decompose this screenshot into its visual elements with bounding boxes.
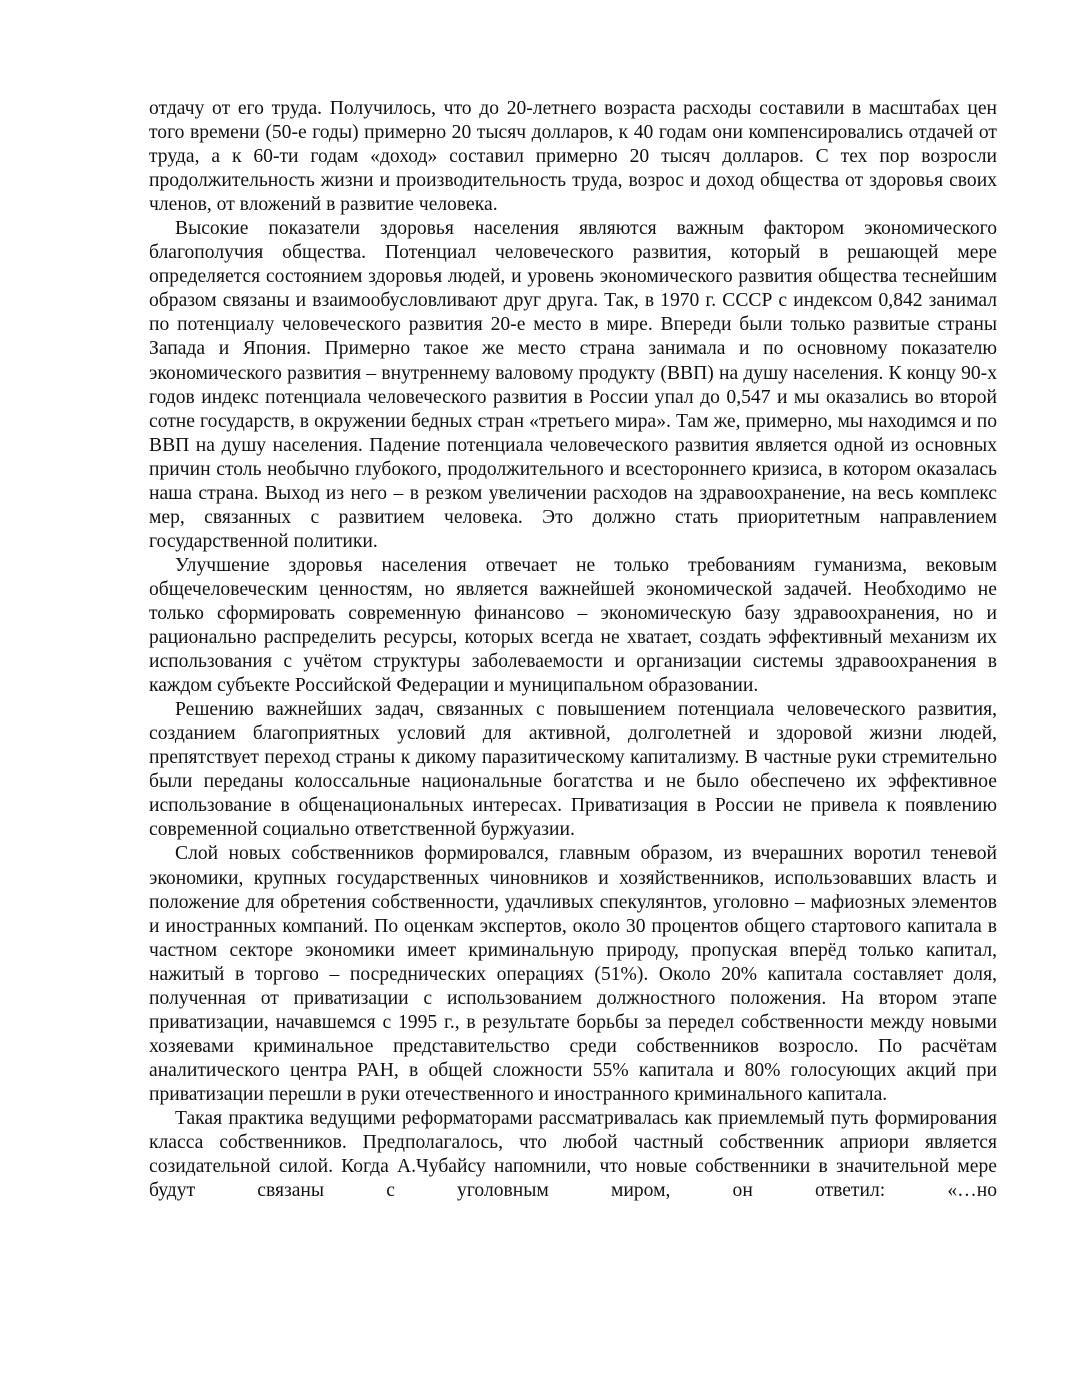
paragraph-health-indicators: Высокие показатели здоровья населения являются важным фактором экономического благополучия общества. Потенциал человеческого развития, который в решающей мере определяется состоянием здоровья людей, и уровень экономического развития общества теснейшим образом связаны и взаимообусловливают друг друга. Так, в 1970 г. СССР с индексом 0,842 занимал по потенциалу человеческого развития 20-е место в мире. Впереди были только развитые страны Запада и Япония. Примерно такое же место страна занимала и по основному показателю экономического развития – внутреннему валовому продукту (ВВП) на душу населения. К концу 90-х годов индекс потенциала человеческого развития в России упал до 0,547 и мы оказались во второй сотне государств, в окружении бедных стран «третьего мира». Там же, примерно, мы находимся и по ВВП на душу населения. Падение потенциала человеческого развития является одной из основных причин столь необычно глубокого, продолжительного и всестороннего кризиса, в котором оказалась наша страна. Выход из него – в резком увеличении расходов на здравоохранение, на весь комплекс мер, связанных с развитием человека. Это должно стать приоритетным направлением государственной политики. — [149, 218, 997, 552]
document-page — [149, 97, 997, 1203]
paragraph-health-improvement: Улучшение здоровья населения отвечает не только требованиям гуманизма, вековым общечеловеческим ценностям, но является важнейшей экономической задачей. Необходимо не только сформировать современную финансово – экономическую базу здравоохранения, но и рационально распределить ресурсы, которых всегда не хватает, создать эффективный механизм их использования с учётом структуры заболеваемости и организации системы здравоохранения в каждом субъекте Российской Федерации и муниципальном образовании. — [149, 554, 997, 697]
paragraph-continuation: отдачу от его труда. Получилось, что до 20-летнего возраста расходы составили в масштабах цен того времени (50-е годы) примерно 20 тысяч долларов, к 40 годам они компенсировались отдачей от труда, а к 60-ти годам «доход» составил примерно 20 тысяч долларов. С тех пор возросли продолжительность жизни и производительность труда, возрос и доход общества от здоровья своих членов, от вложений в развитие человека. — [149, 98, 997, 216]
paragraph-key-tasks: Решению важнейших задач, связанных с повышением потенциала человеческого развития, созданием благоприятных условий для активной, долголетней и здоровой жизни людей, препятствует переход страны к дикому паразитическому капитализму. В частные руки стремительно были переданы колоссальные национальные богатства и не было обеспечено их эффективное использование в общенациональных интересах. Приватизация в России не привела к появлению современной социально ответственной буржуазии. — [149, 699, 997, 841]
paragraph-reform-practice: Такая практика ведущими реформаторами рассматривалась как приемлемый путь формирования класса собственников. Предполагалось, что любой частный собственник априори является созидательной силой. Когда А.Чубайсу напомнили, что новые собственники в значительной мере будут связаны с уголовным миром, он ответил: «…но — [149, 1107, 997, 1202]
paragraph-new-owners: Слой новых собственников формировался, главным образом, из вчерашних воротил теневой экономики, крупных государственных чиновников и хозяйственников, использовавших власть и положение для обретения собственности, удачливых спекулянтов, уголовно – мафиозных элементов и иностранных компаний. По оценкам экспертов, около 30 процентов общего стартового капитала в частном секторе экономики имеет криминальную природу, пропуская вперёд только капитал, нажитый в торгово – посреднических операциях (51%). Около 20% капитала составляет доля, полученная от приватизации с использованием должностного положения. На втором этапе приватизации, начавшемся с 1995 г., в результате борьбы за передел собственности между новыми хозяевами криминальное представительство среди собственников возросло. По расчётам аналитического центра РАН, в общей сложности 55% капитала и 80% голосующих акций при приватизации перешли в руки отечественного и иностранного криминального капитала. — [149, 843, 997, 1105]
